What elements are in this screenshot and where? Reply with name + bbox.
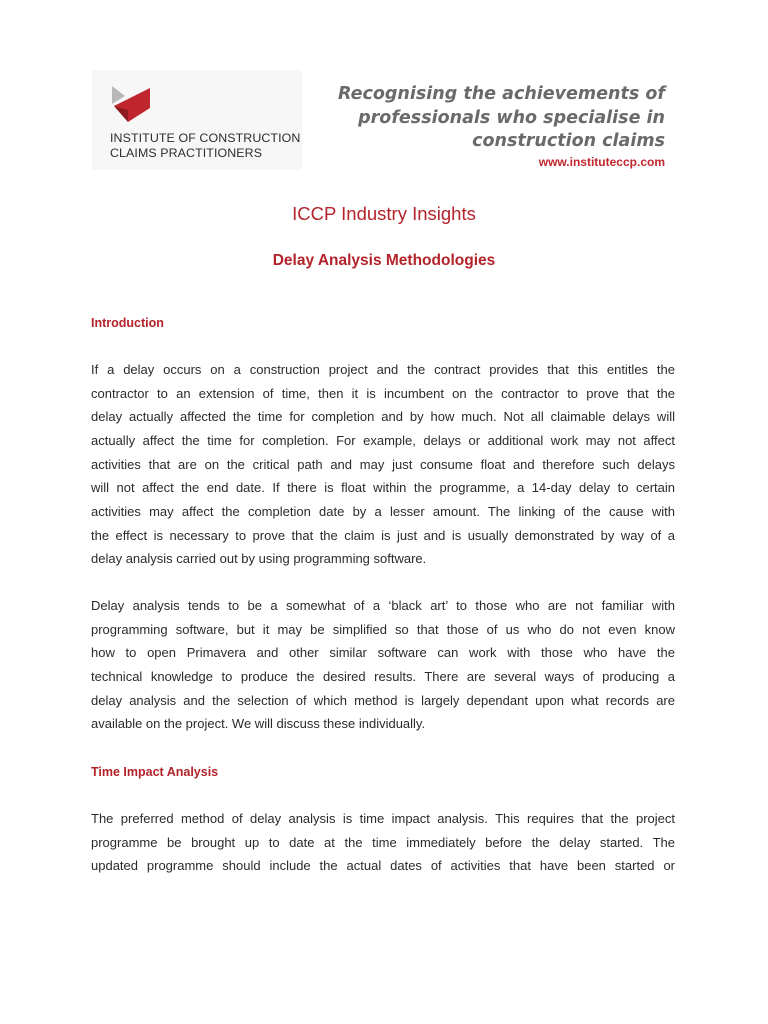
paragraph-intro-2 (91, 594, 675, 736)
text-line: how to open Primavera and other similar software can work with those who have the (91, 645, 675, 661)
text-line: delay actually affected the time for completion and by how much. Not all claimable delays will (91, 409, 675, 425)
text-line: If a delay occurs on a construction project and the contract provides that this entitles the (91, 362, 675, 377)
text-line: programming software, but it may be simplified so that those of us who do not even know (91, 621, 675, 637)
text-line: activities may affect the completion date by a lesser amount. The linking of the cause with (91, 503, 675, 519)
logo-wordmark (110, 131, 300, 161)
document-subtitle: Delay Analysis Methodologies (272, 252, 496, 269)
text-line: activities that are on the critical path and may just consume float and therefore such delays (91, 456, 675, 472)
paragraph-intro-1 (91, 358, 675, 571)
text-line: delay analysis and the selection of which method is largely dependant upon what records are (91, 692, 675, 708)
text-line: will not affect the end date. If there is float within the programme, a 14-day delay to certain (91, 480, 675, 496)
tagline-line-3: construction claims (472, 131, 665, 151)
text-line: actually affect the time for completion. For example, delays or additional work may not affect (91, 432, 675, 448)
logo-block (92, 70, 302, 170)
website-link[interactable]: www.instituteccp.com (538, 155, 665, 169)
text-line: available on the project. We will discuss these individually. (91, 716, 426, 732)
text-line: The preferred method of delay analysis is time impact analysis. This requires that the project (91, 811, 675, 826)
section-heading-time-impact-analysis: Time Impact Analysis (91, 765, 219, 779)
tagline-line-1: Recognising the achievements of (338, 84, 665, 104)
tagline-line-2: professionals who specialise in (358, 107, 665, 128)
text-line: contractor to an extension of time, then it is incumbent on the contractor to prove that the (91, 385, 675, 401)
text-line: programme be brought up to date at the time immediately before the delay started. The (91, 834, 675, 850)
document-title: ICCP Industry Insights (292, 203, 476, 224)
logo-line-2: CLAIMS PRACTITIONERS (110, 146, 263, 160)
logo-line-1: INSTITUTE OF CONSTRUCTION (110, 131, 301, 145)
iccp-logo-icon (110, 84, 154, 124)
text-line: delay analysis carried out by using programming software. (91, 551, 427, 567)
paragraph-tia-1 (91, 807, 675, 878)
text-line: the effect is necessary to prove that the claim is just and is usually demonstrated by way of a (91, 527, 675, 543)
text-line: technical knowledge to produce the desired results. There are several ways of producing a (91, 668, 675, 684)
text-line: updated programme should include the actual dates of activities that have been started or (91, 858, 675, 874)
section-heading-introduction: Introduction (91, 316, 164, 330)
tagline (325, 83, 665, 154)
text-line: Delay analysis tends to be a somewhat of a ‘black art’ to those who are not familiar with (91, 598, 675, 613)
